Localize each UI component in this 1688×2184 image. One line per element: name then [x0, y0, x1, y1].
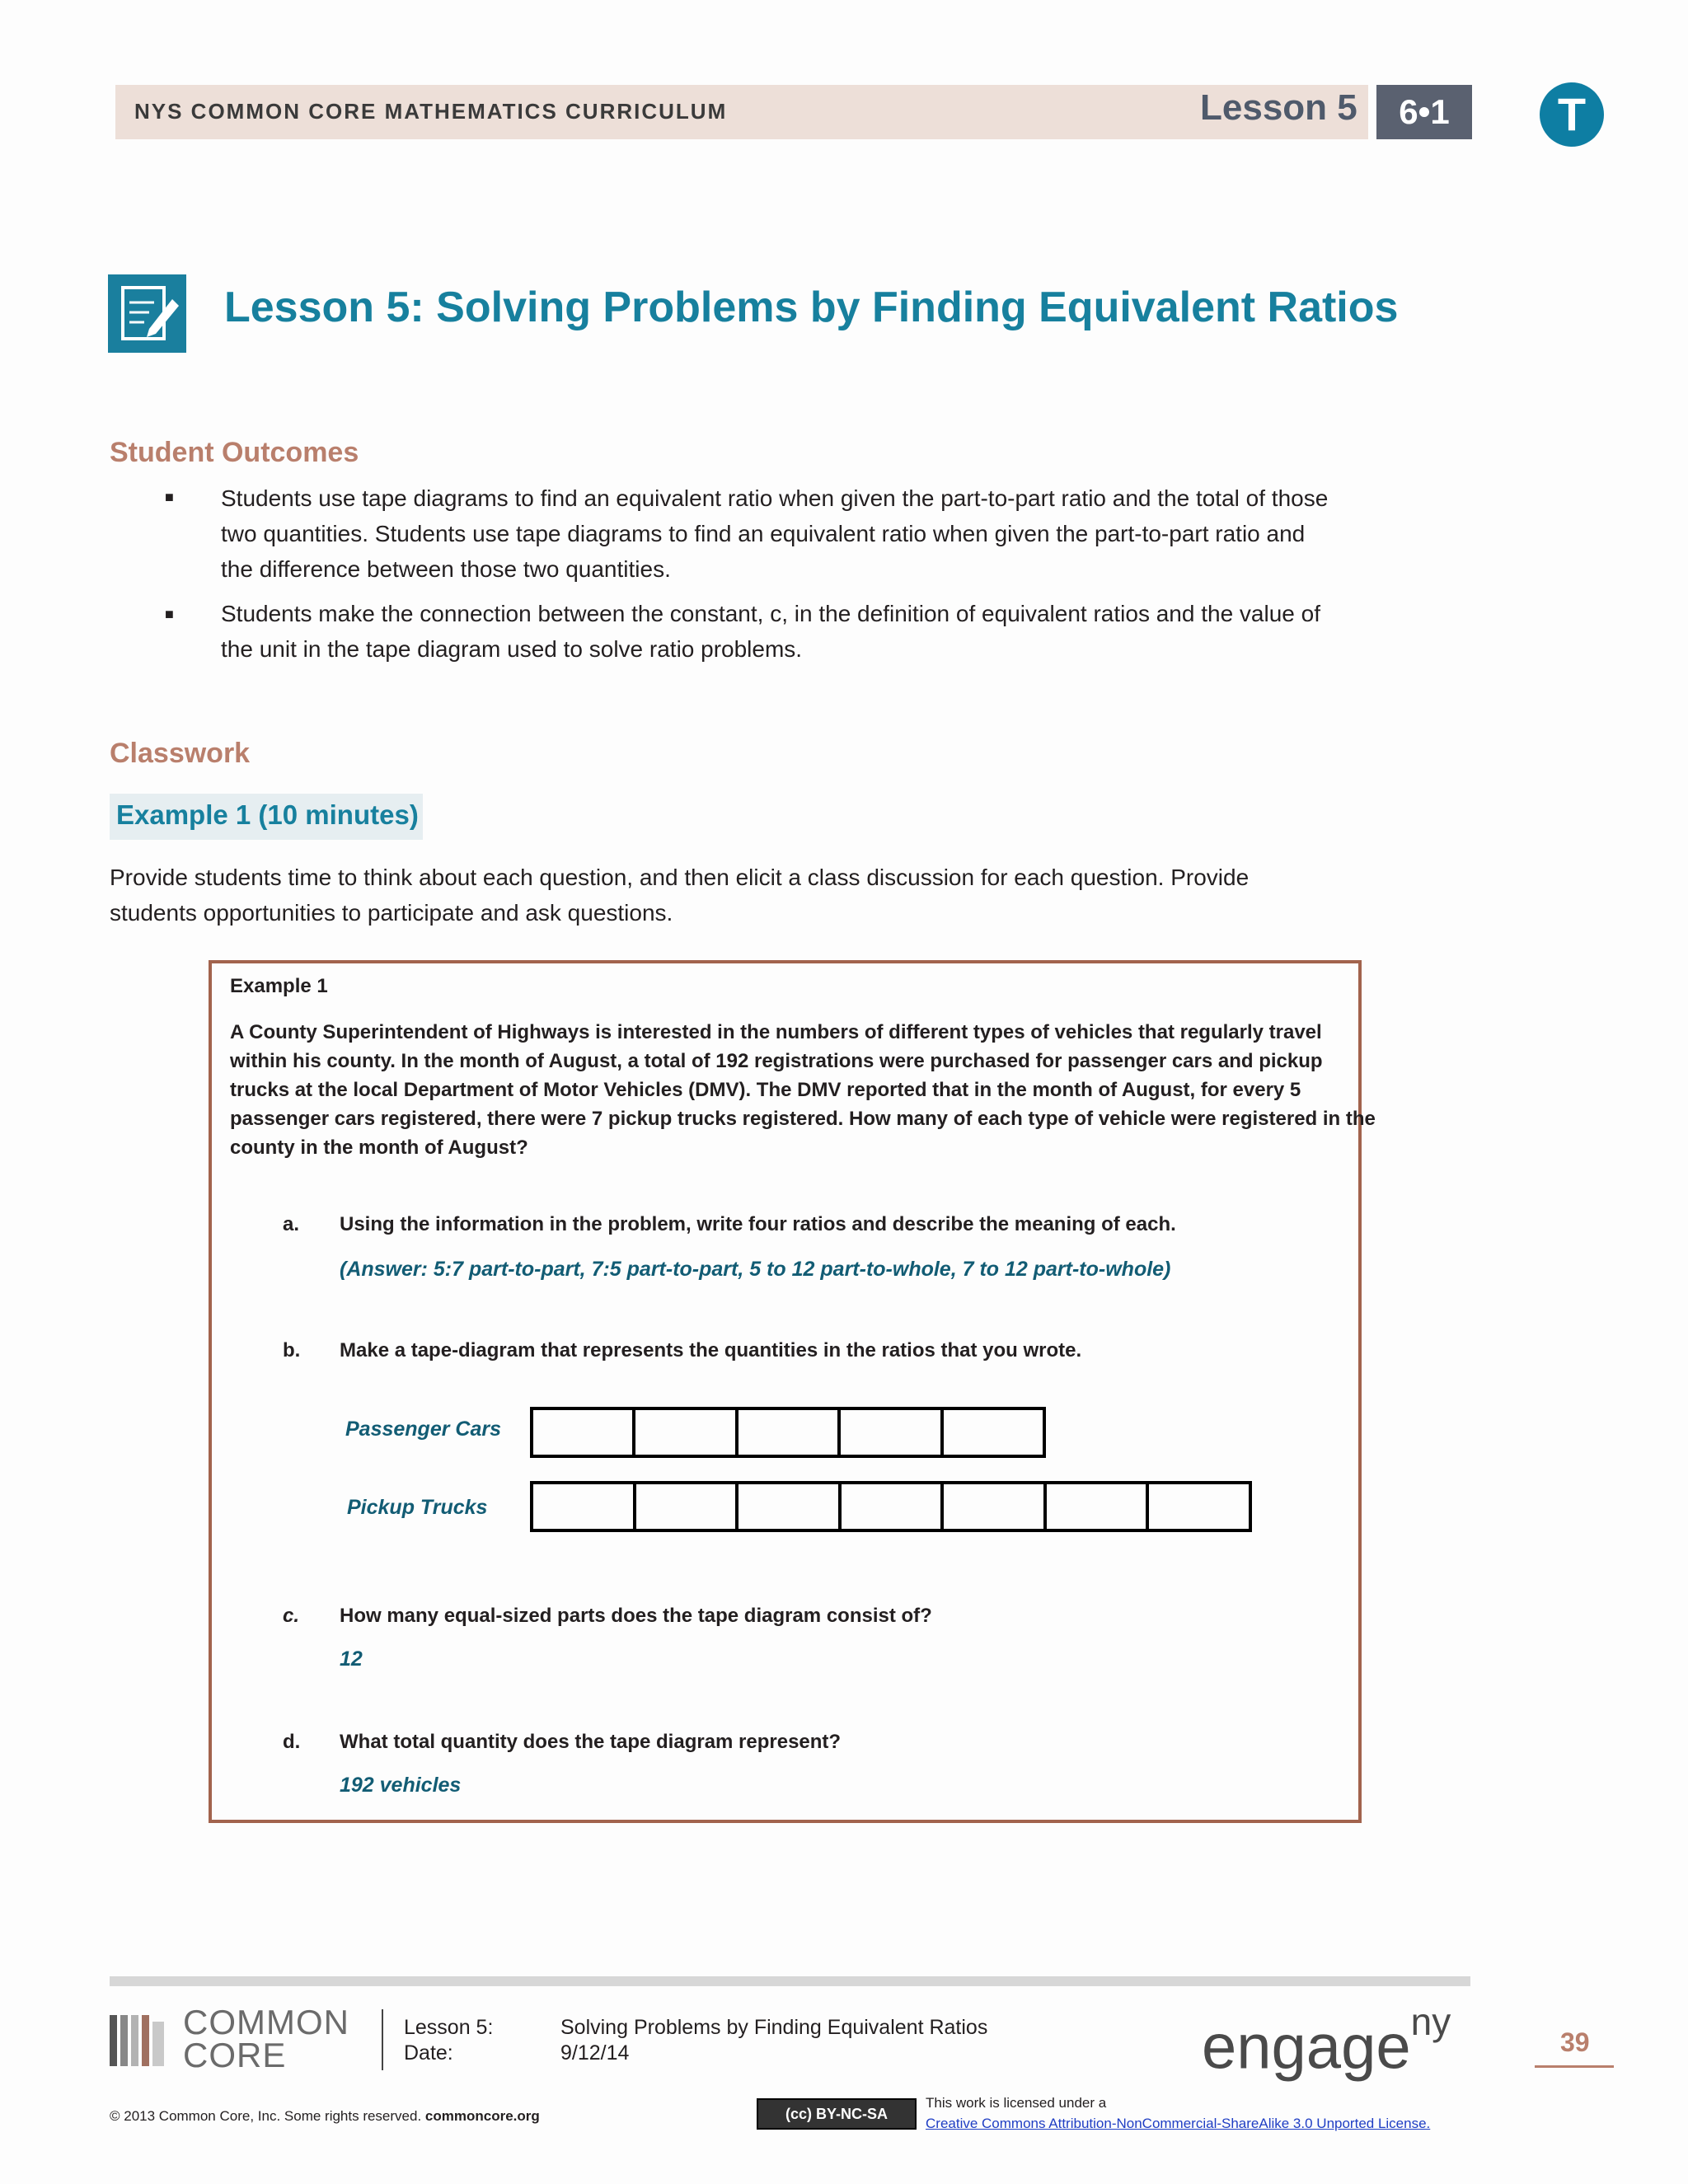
tape-unit	[636, 1484, 739, 1529]
license-text: This work is licensed under a	[926, 2095, 1107, 2111]
license-link[interactable]: Creative Commons Attribution-NonCommercial-ShareAlike 3.0 Unported License.	[926, 2116, 1431, 2131]
part-a-letter: a.	[283, 1213, 300, 1235]
part-c-letter: c.	[283, 1605, 300, 1627]
teacher-badge: T	[1540, 82, 1604, 147]
part-d-question: What total quantity does the tape diagram represent?	[340, 1731, 842, 1753]
copyright: © 2013 Common Core, Inc. Some rights reserved. commoncore.org	[110, 2108, 540, 2124]
part-d-letter: d.	[283, 1731, 301, 1753]
bullet-icon: ■	[165, 606, 174, 622]
engageny-logo: engage$^{ny}$	[1202, 2000, 1451, 2083]
bullet-icon: ■	[165, 489, 174, 505]
footer-date-label: Date:	[404, 2041, 453, 2064]
page-number-rule	[1535, 2065, 1614, 2068]
common-core-wordmark: COMMON CORE	[183, 2003, 349, 2074]
part-c-answer: 12	[340, 1647, 363, 1671]
page-number: 39	[1560, 2027, 1590, 2057]
tape-unit	[635, 1410, 738, 1455]
example-problem: A County Superintendent of Highways is interested in the numbers of different types of vehicles that regularly travel within his county. In the month of August, a total of 192 registrations were purchased for passenger cars and pickup trucks at the local Department of Motor Vehicles (DMV). The DMV reported that in the month of August, for every 5 passenger cars registered, there were 7 pickup trucks registered. How many of each type of vehicle were registered in the county in the month of August?	[230, 1021, 1376, 1159]
tape-unit	[944, 1410, 1043, 1455]
cc-license-badge: (cc) BY-NC-SA	[757, 2098, 917, 2130]
footer-lesson-label: Lesson 5:	[404, 2016, 494, 2039]
tape-unit	[841, 1410, 943, 1455]
curriculum-title: NYS COMMON CORE MATHEMATICS CURRICULUM	[134, 99, 728, 124]
grade-module-badge: 6•1	[1376, 85, 1472, 139]
tape-unit	[738, 1484, 842, 1529]
example-label: Example 1	[230, 975, 328, 997]
footer-date-value: 9/12/14	[560, 2041, 630, 2064]
tape-passenger-cars	[530, 1407, 1046, 1458]
tape-label-passenger-cars: Passenger Cars	[345, 1418, 502, 1441]
footer-rule	[110, 1976, 1470, 1986]
classwork-heading: Classwork	[110, 738, 251, 769]
page-title: Lesson 5: Solving Problems by Finding Equivalent Ratios	[224, 284, 1399, 331]
outcome-2: Students make the connection between the constant, c, in the definition of equivalent ratios and the value of the unit in the tape diagram used to solve ratio problems.	[221, 601, 1320, 662]
part-a-question: Using the information in the problem, write four ratios and describe the meaning of each.	[340, 1213, 1176, 1235]
outcome-1: Students use tape diagrams to find an equivalent ratio when given the part-to-part ratio and the total of those two quantities. Students use tape diagrams to find an equivalent ratio when given the part-to-part ratio and the difference between those two quantities.	[221, 485, 1329, 582]
common-core-logo-icon	[110, 2015, 167, 2066]
classwork-intro: Provide students time to think about each question, and then elicit a class discussion for each question. Provide students opportunities to participate and ask questions.	[110, 865, 1250, 926]
part-c-question: How many equal-sized parts does the tape diagram consist of?	[340, 1605, 932, 1627]
tape-unit	[533, 1410, 635, 1455]
part-b-letter: b.	[283, 1339, 301, 1361]
tape-unit	[1047, 1484, 1150, 1529]
part-d-answer: 192 vehicles	[340, 1774, 462, 1797]
tape-pickup-trucks	[530, 1481, 1252, 1532]
part-a-answer: (Answer: 5:7 part-to-part, 7:5 part-to-part, 5 to 12 part-to-whole, 7 to 12 part-to-whole)	[340, 1258, 1171, 1281]
lesson-label: Lesson 5	[1200, 87, 1357, 128]
tape-unit	[1149, 1484, 1249, 1529]
student-outcomes-heading: Student Outcomes	[110, 437, 359, 468]
tape-unit	[944, 1484, 1047, 1529]
notebook-pencil-icon	[108, 274, 186, 353]
tape-unit	[738, 1410, 841, 1455]
part-b-question: Make a tape-diagram that represents the quantities in the ratios that you wrote.	[340, 1339, 1082, 1361]
tape-unit	[533, 1484, 636, 1529]
example-heading: Example 1 (10 minutes)	[116, 799, 419, 830]
footer-lesson-title: Solving Problems by Finding Equivalent Ratios	[560, 2016, 988, 2039]
tape-label-pickup-trucks: Pickup Trucks	[347, 1496, 488, 1519]
tape-unit	[842, 1484, 945, 1529]
footer-separator	[382, 2009, 383, 2070]
